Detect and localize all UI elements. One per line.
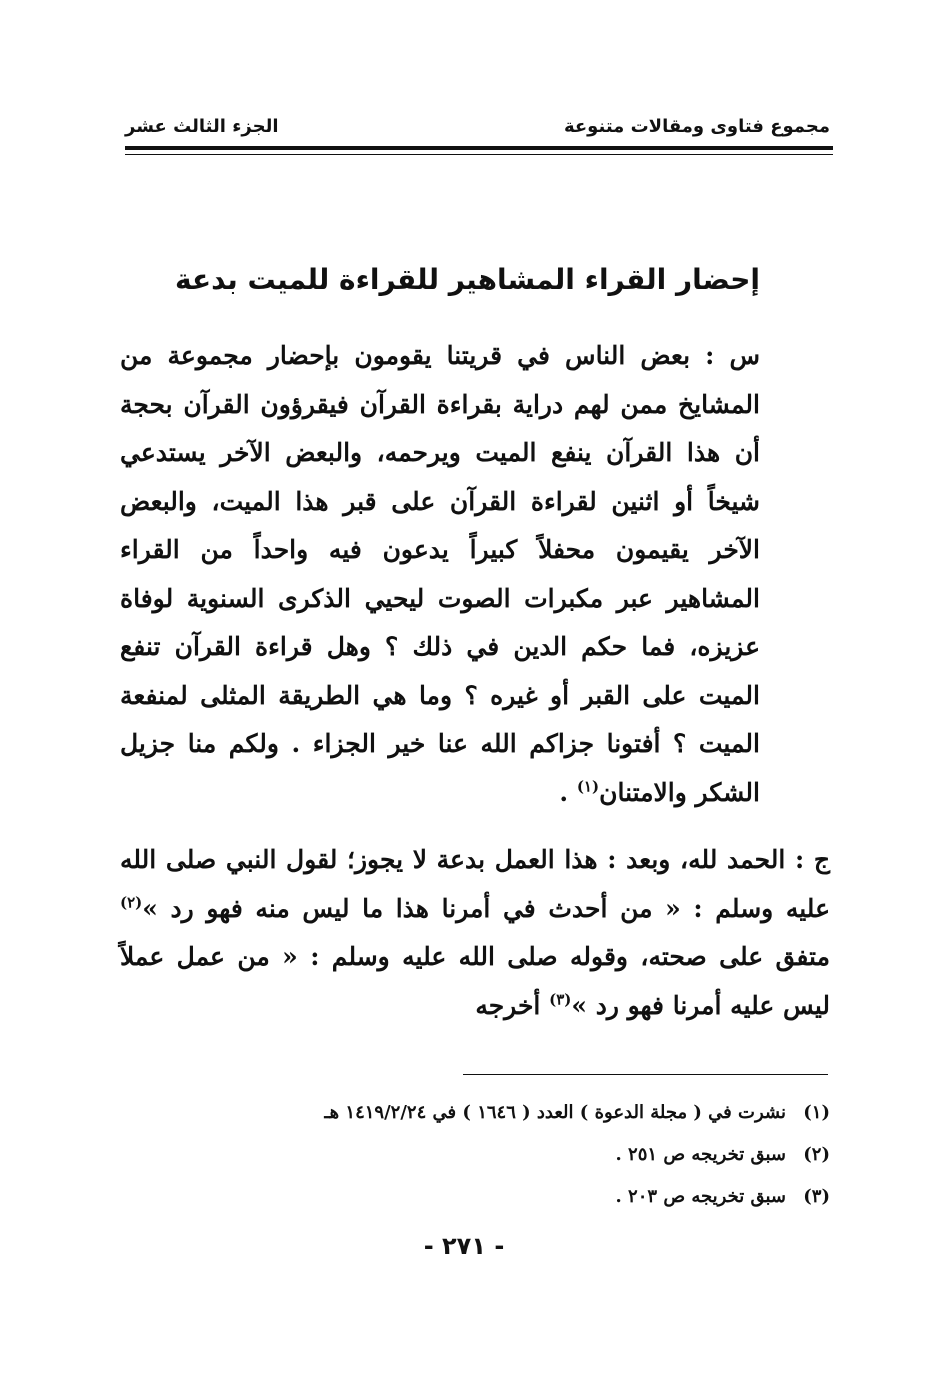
question-end: .: [559, 777, 577, 807]
footnote-text: نشرت في ( مجلة الدعوة ) العدد ( ١٦٤٦ ) في ١٤١٩/٢/٢٤ هـ: [324, 1102, 786, 1123]
volume-label: الجزء الثالث عشر: [125, 115, 279, 137]
book-title: مجموع فتاوى ومقالات متنوعة: [563, 115, 830, 137]
footnote-text: سبق تخريجه ص ٢٠٣ .: [615, 1186, 786, 1207]
running-header: [125, 108, 830, 144]
footnote-item: [150, 1134, 830, 1176]
footnote-ref-3: (٣): [549, 990, 572, 1009]
answer-paragraph: [120, 836, 830, 1030]
footnote-item: [150, 1176, 830, 1218]
footnote-separator: [463, 1074, 828, 1075]
answer-text-1: ج : الحمد لله، وبعد : هذا العمل بدعة لا يجوز؛ لقول النبي صلى الله عليه وسلم : « من أحدث في أمرنا هذا ما ليس منه فهو رد »: [120, 845, 830, 923]
footnote-item: [150, 1092, 830, 1134]
header-rule-thick: [125, 146, 833, 150]
footnotes-list: [150, 1092, 830, 1218]
footnote-number: (٣): [803, 1186, 830, 1207]
question-text: س : بعض الناس في قريتنا يقومون بإحضار مجموعة من المشايخ ممن لهم دراية بقراءة القرآن فيقرؤون القرآن بحجة أن هذا القرآن ينفع الميت ويرحمه، والبعض الآخر يستدعي شيخاً أو اثنين لقراءة القرآن على قبر هذا الميت، والبعض الآخر يقيمون محفلاً كبيراً يدعون فيه واحداً من القراء المشاهير عبر مكبرات الصوت ليحيي الذكرى السنوية لوفاة عزيزه، فما حكم الدين في ذلك ؟ وهل قراءة القرآن تنفع الميت على القبر أو غيره ؟ وما هي الطريقة المثلى لمنفعة الميت ؟ أفتونا جزاكم الله عنا خير الجزاء . ولكم منا جزيل الشكر والامتنان: [120, 341, 760, 807]
answer-text-2: متفق على صحته، وقوله صلى الله عليه وسلم : « من عمل عملاً ليس عليه أمرنا فهو رد »: [120, 942, 830, 1020]
footnote-text: سبق تخريجه ص ٢٥١ .: [615, 1144, 786, 1165]
article-title: إحضار القراء المشاهير للقراءة للميت بدعة: [174, 262, 760, 296]
footnote-ref-1: (١): [576, 777, 600, 796]
footnote-ref-2: (٢): [120, 893, 143, 912]
footnote-number: (٢): [803, 1144, 830, 1165]
footnote-number: (١): [803, 1102, 830, 1123]
header-rule-thin: [125, 154, 833, 155]
page-number: - ٢٧١ -: [423, 1232, 505, 1260]
answer-text-3: أخرجه: [475, 990, 550, 1020]
question-paragraph: [120, 332, 760, 817]
